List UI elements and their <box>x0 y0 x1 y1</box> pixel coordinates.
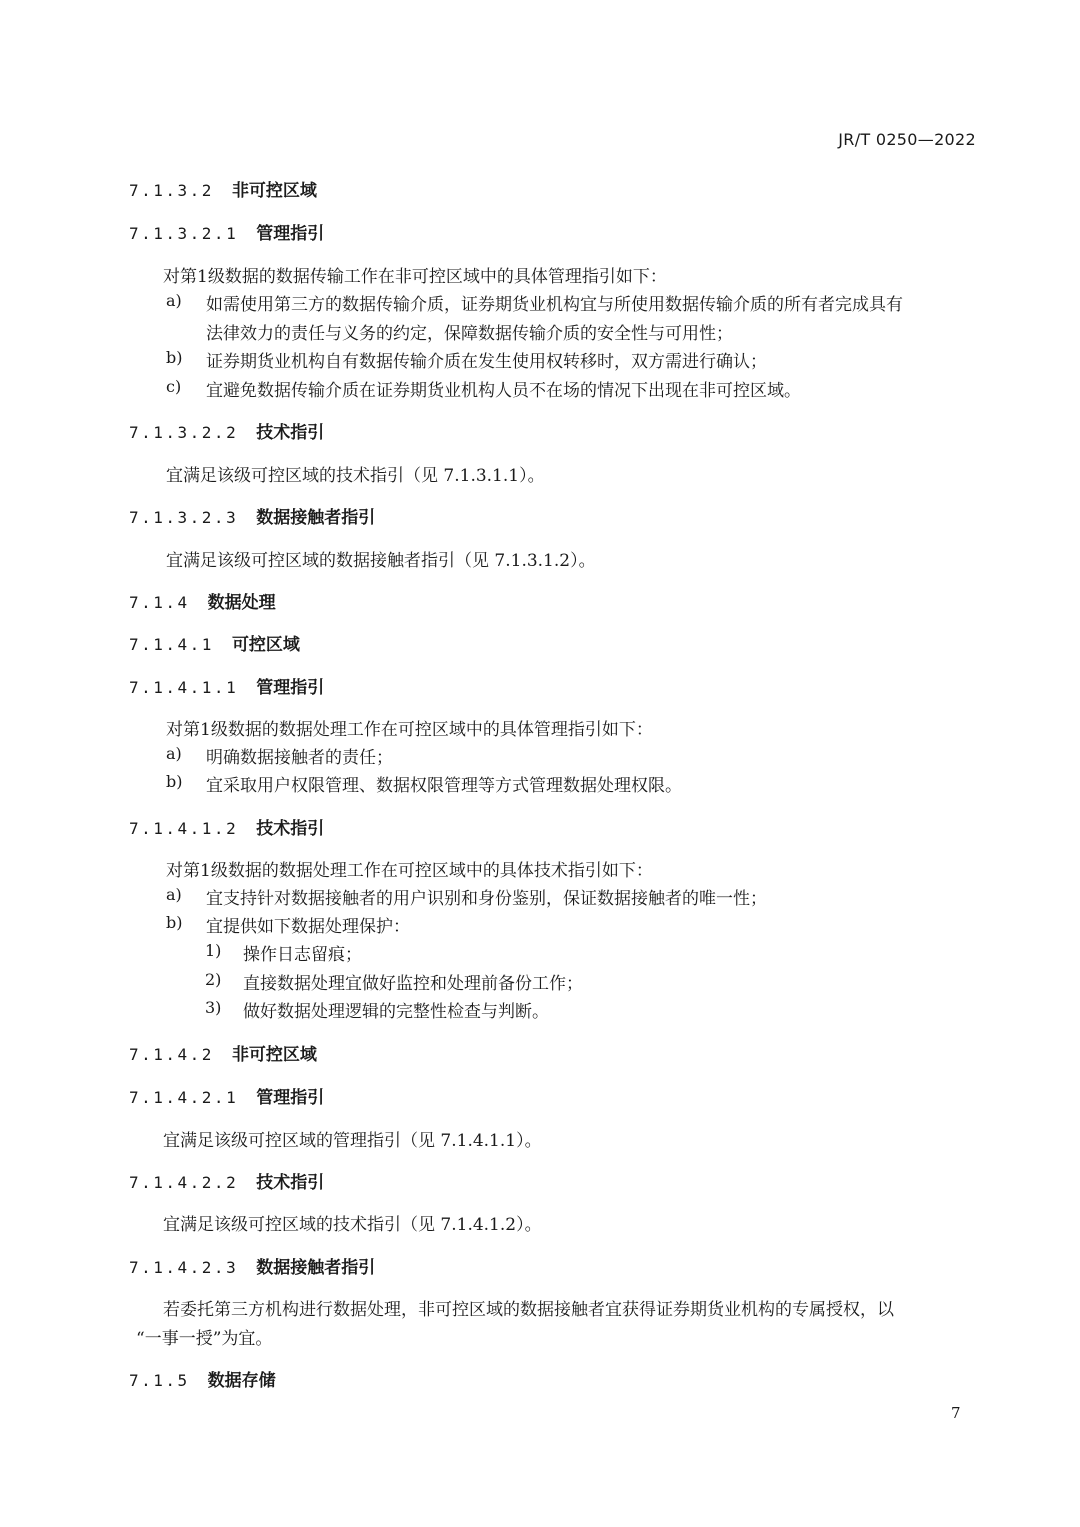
section-heading <box>129 418 324 443</box>
section-heading <box>129 1168 324 1193</box>
section-number: 7.1.4.1 <box>129 635 214 654</box>
section-number: 7.1.3.2.3 <box>129 508 239 527</box>
section-heading <box>129 1366 276 1391</box>
section-title: 管理指引 <box>256 678 325 698</box>
paragraph: 宜满足该级可控区域的技术指引（见 7.1.4.1.2）。 <box>163 1215 542 1235</box>
list-marker: a) <box>166 744 182 763</box>
section-title: 技术指引 <box>256 1173 325 1193</box>
section-heading <box>129 814 324 839</box>
paragraph: 对第1级数据的数据处理工作在可控区域中的具体技术指引如下： <box>166 861 653 881</box>
section-number: 7.1.3.2.2 <box>129 423 239 442</box>
section-title: 数据处理 <box>207 593 276 613</box>
section-title: 管理指引 <box>256 1088 325 1108</box>
section-number: 7.1.3.2 <box>129 181 214 200</box>
section-heading <box>129 1040 317 1065</box>
section-title: 数据存储 <box>207 1371 276 1391</box>
list-marker: a) <box>166 291 182 310</box>
page-header: JR/T 0250—2022 <box>838 130 976 149</box>
list-marker: c) <box>166 377 182 396</box>
section-number: 7.1.3.2.1 <box>129 224 239 243</box>
list-item: 如需使用第三方的数据传输介质，证券期货业机构宜与所使用数据传输介质的所有者完成具有 <box>206 295 903 315</box>
section-number: 7.1.4 <box>129 593 190 612</box>
sublist-marker: 3) <box>205 998 222 1017</box>
list-item: 宜采取用户权限管理、数据权限管理等方式管理数据处理权限。 <box>206 776 682 796</box>
section-heading <box>129 219 324 244</box>
sublist-item: 直接数据处理宜做好监控和处理前备份工作； <box>243 974 583 994</box>
section-title: 技术指引 <box>256 819 325 839</box>
sublist-item: 操作日志留痕； <box>243 945 362 965</box>
paragraph: 若委托第三方机构进行数据处理，非可控区域的数据接触者宜获得证券期货业机构的专属授权，以 <box>163 1300 894 1320</box>
section-number: 7.1.4.1.1 <box>129 678 239 697</box>
section-heading <box>129 176 317 201</box>
paragraph-continuation: “一事一授”为宜。 <box>136 1329 273 1349</box>
list-marker: b) <box>166 348 183 367</box>
section-heading <box>129 673 324 698</box>
list-item-continuation: 法律效力的责任与义务的约定，保障数据传输介质的安全性与可用性； <box>206 324 733 344</box>
list-item: 宜提供如下数据处理保护： <box>206 917 410 937</box>
list-item: 宜避免数据传输介质在证券期货业机构人员不在场的情况下出现在非可控区域。 <box>206 381 801 401</box>
paragraph: 对第1级数据的数据传输工作在非可控区域中的具体管理指引如下： <box>163 267 667 287</box>
list-item: 证券期货业机构自有数据传输介质在发生使用权转移时，双方需进行确认； <box>206 352 767 372</box>
list-marker: a) <box>166 885 182 904</box>
section-heading <box>129 588 276 613</box>
section-title: 数据接触者指引 <box>256 1258 376 1278</box>
section-title: 管理指引 <box>256 224 325 244</box>
paragraph: 宜满足该级可控区域的管理指引（见 7.1.4.1.1）。 <box>163 1131 542 1151</box>
section-number: 7.1.4.2 <box>129 1045 214 1064</box>
section-heading <box>129 630 300 655</box>
sublist-item: 做好数据处理逻辑的完整性检查与判断。 <box>243 1002 549 1022</box>
paragraph: 宜满足该级可控区域的技术指引（见 7.1.3.1.1）。 <box>166 466 545 486</box>
section-number: 7.1.4.1.2 <box>129 819 239 838</box>
section-number: 7.1.4.2.2 <box>129 1173 239 1192</box>
section-title: 非可控区域 <box>231 181 317 201</box>
sublist-marker: 1) <box>205 941 222 960</box>
section-number: 7.1.4.2.1 <box>129 1088 239 1107</box>
section-title: 可控区域 <box>231 635 300 655</box>
section-title: 数据接触者指引 <box>256 508 376 528</box>
section-number: 7.1.5 <box>129 1371 190 1390</box>
paragraph: 宜满足该级可控区域的数据接触者指引（见 7.1.3.1.2）。 <box>166 551 596 571</box>
section-title: 非可控区域 <box>231 1045 317 1065</box>
paragraph: 对第1级数据的数据处理工作在可控区域中的具体管理指引如下： <box>166 720 653 740</box>
list-marker: b) <box>166 772 183 791</box>
sublist-marker: 2) <box>205 970 222 989</box>
section-heading <box>129 1083 324 1108</box>
list-marker: b) <box>166 913 183 932</box>
section-heading <box>129 1253 375 1278</box>
section-title: 技术指引 <box>256 423 325 443</box>
list-item: 明确数据接触者的责任； <box>206 748 393 768</box>
section-heading <box>129 503 375 528</box>
list-item: 宜支持针对数据接触者的用户识别和身份鉴别，保证数据接触者的唯一性； <box>206 889 767 909</box>
section-number: 7.1.4.2.3 <box>129 1258 239 1277</box>
page-number: 7 <box>951 1404 961 1422</box>
